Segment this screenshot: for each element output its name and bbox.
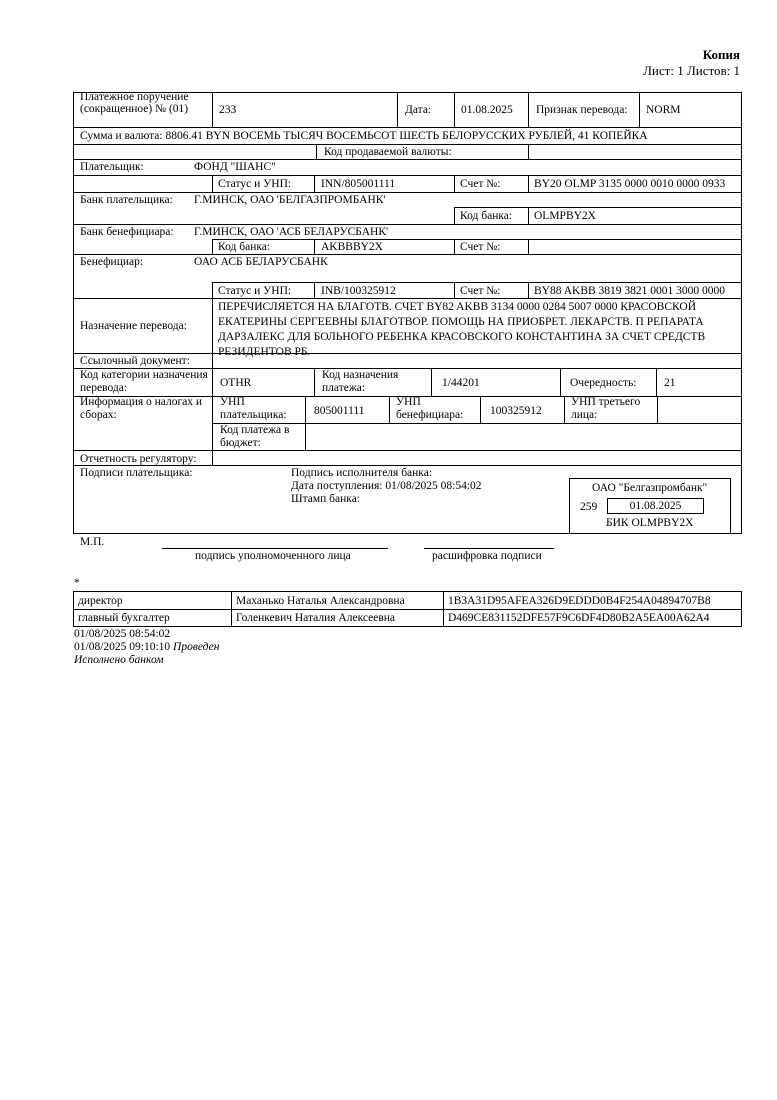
- benef-bank-code-label: Код банка:: [218, 241, 271, 253]
- reference-doc-label: Ссылочный документ:: [80, 355, 190, 367]
- benef-unp-label: УНП бенефициара:: [396, 396, 464, 421]
- date-label: Дата:: [405, 104, 432, 116]
- received-date: Дата поступления: 01/08/2025 08:54:02: [291, 480, 482, 492]
- payer-unp-label: УНП плательщика:: [220, 396, 287, 421]
- category-value: OTHR: [220, 377, 252, 389]
- budget-code-label: Код платежа в бюджет:: [220, 424, 290, 449]
- executor-label: Подпись исполнителя банка:: [291, 467, 433, 479]
- stamp-number: 259: [580, 501, 598, 513]
- payer-name: ФОНД "ШАНС": [194, 161, 276, 173]
- payment-code-label: Код назначения платежа:: [322, 369, 399, 394]
- sheet-count: Лист: 1 Листов: 1: [643, 63, 740, 78]
- beneficiary-name: ОАО АСБ БЕЛАРУСБАНК: [194, 256, 328, 268]
- transfer-sign-label: Признак перевода:: [536, 104, 628, 116]
- document-header: [643, 47, 740, 79]
- log-line-2: [74, 641, 219, 653]
- amount-text: Сумма и валюта: 8806.41 BYN ВОСЕМЬ ТЫСЯЧ ВОСЕМЬСОТ ШЕСТЬ БЕЛОРУССКИХ РУБЛЕЙ, 41 КОПЕЙКА: [80, 130, 648, 142]
- benef-unp: 100325912: [490, 405, 542, 417]
- priority: 21: [664, 377, 676, 389]
- benef-account: BY88 AKBB 3819 3821 0001 3000 0000: [534, 285, 726, 297]
- benef-status-label: Статус и УНП:: [218, 285, 292, 297]
- beneficiary-label: Бенефициар:: [80, 256, 144, 268]
- signer-hash: D469CE831152DFE57F9C6DF4D80B2A5EA00A62A4: [448, 612, 710, 624]
- sold-currency-label: Код продаваемой валюты:: [324, 146, 452, 158]
- log-line-1: 01/08/2025 08:54:02: [74, 628, 171, 640]
- signer-name: Маханько Наталья Александровна: [236, 595, 405, 607]
- transfer-sign: NORM: [646, 104, 681, 116]
- signature-decode-caption: расшифровка подписи: [432, 550, 542, 562]
- benef-bank-label: Банк бенефициара:: [80, 226, 174, 238]
- stamp-bank: ОАО "Белгазпромбанк": [592, 482, 708, 494]
- signer-name: Голенкевич Наталия Алексеевна: [236, 612, 396, 624]
- payer-bank-code: OLMPBY2X: [534, 210, 596, 222]
- mp-label: М.П.: [80, 536, 105, 548]
- benef-status: INB/100325912: [321, 285, 396, 297]
- benef-bank-name: Г.МИНСК, ОАО 'АСБ БЕЛАРУСБАНК': [194, 226, 389, 238]
- purpose-label: Назначение перевода:: [80, 320, 187, 332]
- category-label: Код категории назначения перевода:: [80, 369, 208, 394]
- payer-bank-code-label: Код банка:: [460, 210, 513, 222]
- payer-account: BY20 OLMP 3135 0000 0010 0000 0933: [534, 178, 726, 190]
- asterisk: *: [74, 577, 80, 589]
- order-number: 233: [219, 104, 237, 116]
- signer-role: директор: [78, 595, 123, 607]
- regulator-label: Отчетность регулятору:: [80, 453, 197, 465]
- benef-bank-code: AKBBBY2X: [321, 241, 383, 253]
- stamp-date: 01.08.2025: [607, 498, 704, 514]
- signer-role: главный бухгалтер: [78, 612, 170, 624]
- copy-mark: Копия: [702, 47, 740, 62]
- log-time: 01/08/2025 09:10:10: [74, 641, 171, 653]
- signers-table: [73, 591, 742, 627]
- priority-label: Очередность:: [570, 377, 637, 389]
- purpose-text: ПЕРЕЧИСЛЯЕТСЯ НА БЛАГОТВ. СЧЕТ BY82 AKBB 3134 0000 0284 5007 0000 КРАСОВСКОЙ ЕКАТЕРИНЫ СЕРГЕЕВНЫ БЛАГОТВОР. ПОМОЩЬ НА ПРИОБРЕТ. ЛЕКАРСТВ. П РЕПАРАТА ДАРЗАЛЕКС ДЛЯ БОЛЬНОГО РЕБЕНКА КРАСОВСКОГО КОНСТАНТИНА ЗА СЧЕТ СРЕДСТВ РЕЗИДЕНТОВ РБ.: [218, 301, 706, 358]
- stamp-bik: БИК OLMPBY2X: [606, 517, 694, 529]
- taxes-label: Информация о налогах и сборах:: [80, 396, 203, 421]
- payer-label: Плательщик:: [80, 161, 144, 173]
- log-status: Проведен: [173, 641, 220, 653]
- payer-bank-label: Банк плательщика:: [80, 194, 173, 206]
- payer-account-label: Счет №:: [460, 178, 501, 190]
- bank-stamp: [569, 478, 731, 534]
- payer-status-label: Статус и УНП:: [218, 178, 292, 190]
- signer-hash: 1B3A31D95AFEA326D9EDDD0B4F254A04894707B8: [448, 595, 711, 607]
- log-line-3: Исполнено банком: [74, 654, 164, 666]
- authorized-signature-caption: подпись уполномоченного лица: [195, 550, 351, 562]
- payment-code: 1/44201: [442, 377, 480, 389]
- payer-unp: 805001111: [314, 405, 365, 417]
- benef-bank-account-label: Счет №:: [460, 241, 501, 253]
- third-unp-label: УНП третьего лица:: [571, 396, 641, 421]
- stamp-label: Штамп банка:: [291, 493, 360, 505]
- order-date: 01.08.2025: [461, 104, 513, 116]
- payer-bank-name: Г.МИНСК, ОАО 'БЕЛГАЗПРОМБАНК': [194, 194, 386, 206]
- payment-order-form: [73, 92, 742, 534]
- benef-account-label: Счет №:: [460, 285, 501, 297]
- payer-signatures-label: Подписи плательщика:: [80, 467, 193, 479]
- payer-status: INN/805001111: [321, 178, 396, 190]
- order-title: Платежное поручение (сокращенное) № (01): [80, 91, 189, 115]
